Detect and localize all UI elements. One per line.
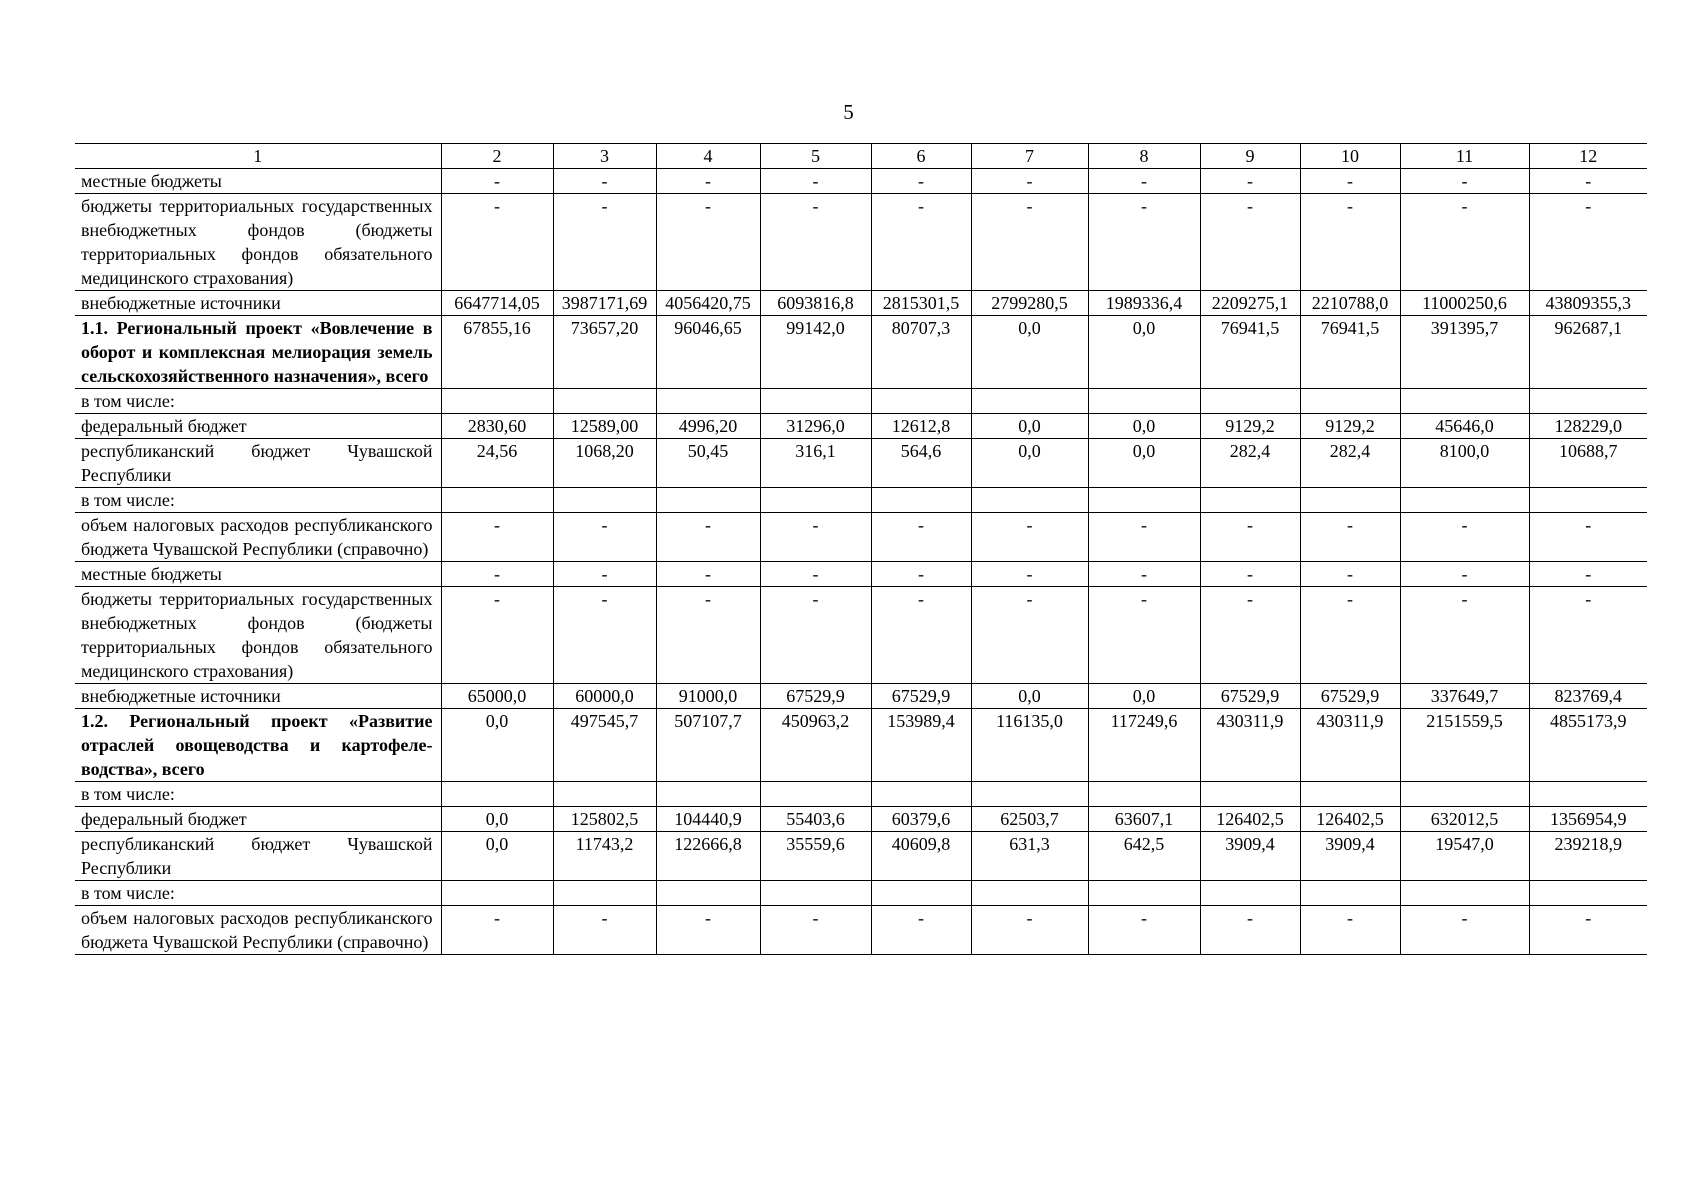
value-cell: 2830,60	[441, 414, 553, 439]
value-cell: -	[1400, 513, 1529, 562]
value-cell: 76941,5	[1200, 316, 1300, 389]
value-cell: 67855,16	[441, 316, 553, 389]
value-cell: -	[871, 194, 971, 291]
value-cell: 2209275,1	[1200, 291, 1300, 316]
value-cell: 631,3	[971, 832, 1088, 881]
column-number-cell: 11	[1400, 144, 1529, 169]
row-label-cell: объем налоговых расходов республиканского бюджета Чувашской Республики (справочно)	[75, 906, 441, 955]
value-cell: -	[656, 906, 760, 955]
value-cell	[871, 881, 971, 906]
value-cell: -	[1400, 906, 1529, 955]
value-cell	[1088, 389, 1200, 414]
value-cell: 24,56	[441, 439, 553, 488]
value-cell: 11743,2	[553, 832, 656, 881]
value-cell: -	[553, 513, 656, 562]
value-cell	[656, 488, 760, 513]
value-cell: 60379,6	[871, 807, 971, 832]
value-cell: 31296,0	[760, 414, 871, 439]
row-label-cell: федеральный бюджет	[75, 807, 441, 832]
value-cell: 391395,7	[1400, 316, 1529, 389]
value-cell: -	[1400, 562, 1529, 587]
table-row	[75, 169, 1647, 194]
column-number-cell: 5	[760, 144, 871, 169]
value-cell: 337649,7	[1400, 684, 1529, 709]
value-cell: 76941,5	[1300, 316, 1400, 389]
value-cell: -	[1400, 169, 1529, 194]
value-cell	[1400, 389, 1529, 414]
value-cell: 450963,2	[760, 709, 871, 782]
value-cell: -	[1200, 169, 1300, 194]
value-cell	[1088, 488, 1200, 513]
value-cell: -	[1200, 562, 1300, 587]
table-row	[75, 782, 1647, 807]
value-cell: 0,0	[1088, 439, 1200, 488]
value-cell	[1088, 881, 1200, 906]
table-row	[75, 562, 1647, 587]
value-cell: -	[553, 906, 656, 955]
value-cell: 63607,1	[1088, 807, 1200, 832]
table-row	[75, 488, 1647, 513]
value-cell: -	[1529, 169, 1647, 194]
value-cell: -	[441, 562, 553, 587]
value-cell: -	[441, 906, 553, 955]
row-label-cell: федеральный бюджет	[75, 414, 441, 439]
value-cell: -	[1529, 906, 1647, 955]
value-cell	[1300, 782, 1400, 807]
row-label-cell: бюджеты территориальных государственных внебюджетных фондов (бюджеты территориальных фондов обязательного медицинского страхования)	[75, 587, 441, 684]
value-cell	[871, 782, 971, 807]
value-cell	[553, 389, 656, 414]
value-cell: -	[1400, 587, 1529, 684]
value-cell: 0,0	[441, 832, 553, 881]
value-cell: 153989,4	[871, 709, 971, 782]
value-cell: -	[760, 587, 871, 684]
table-row	[75, 291, 1647, 316]
column-number-cell: 8	[1088, 144, 1200, 169]
value-cell: 3909,4	[1300, 832, 1400, 881]
value-cell	[760, 881, 871, 906]
value-cell: 67529,9	[871, 684, 971, 709]
value-cell	[553, 782, 656, 807]
row-label-cell: внебюджетные источники	[75, 291, 441, 316]
value-cell: -	[760, 562, 871, 587]
value-cell: 99142,0	[760, 316, 871, 389]
value-cell	[656, 782, 760, 807]
value-cell: 2799280,5	[971, 291, 1088, 316]
value-cell: 126402,5	[1300, 807, 1400, 832]
value-cell: -	[1300, 194, 1400, 291]
value-cell	[1200, 389, 1300, 414]
value-cell	[760, 389, 871, 414]
value-cell: 632012,5	[1400, 807, 1529, 832]
value-cell: 40609,8	[871, 832, 971, 881]
value-cell: -	[553, 194, 656, 291]
row-label-cell: объем налоговых расходов республиканского бюджета Чувашской Республики (справочно)	[75, 513, 441, 562]
row-label-cell: внебюджетные источники	[75, 684, 441, 709]
value-cell: 12589,00	[553, 414, 656, 439]
row-label-cell: в том числе:	[75, 881, 441, 906]
value-cell	[441, 881, 553, 906]
value-cell: -	[1088, 513, 1200, 562]
value-cell: -	[760, 513, 871, 562]
value-cell: 10688,7	[1529, 439, 1647, 488]
value-cell: -	[1200, 194, 1300, 291]
table-row	[75, 881, 1647, 906]
value-cell: -	[1088, 169, 1200, 194]
value-cell	[1200, 782, 1300, 807]
value-cell: 19547,0	[1400, 832, 1529, 881]
value-cell: -	[1088, 906, 1200, 955]
value-cell: -	[971, 587, 1088, 684]
value-cell: 55403,6	[760, 807, 871, 832]
column-number-row	[75, 144, 1647, 169]
value-cell: 8100,0	[1400, 439, 1529, 488]
value-cell: 35559,6	[760, 832, 871, 881]
value-cell: 11000250,6	[1400, 291, 1529, 316]
value-cell: -	[760, 906, 871, 955]
value-cell: 9129,2	[1300, 414, 1400, 439]
value-cell	[871, 488, 971, 513]
value-cell: 564,6	[871, 439, 971, 488]
value-cell: 4855173,9	[1529, 709, 1647, 782]
value-cell: -	[871, 906, 971, 955]
value-cell: 2815301,5	[871, 291, 971, 316]
value-cell: 73657,20	[553, 316, 656, 389]
value-cell: -	[441, 587, 553, 684]
value-cell	[1529, 488, 1647, 513]
value-cell: 6093816,8	[760, 291, 871, 316]
value-cell	[1300, 488, 1400, 513]
row-label-cell: местные бюджеты	[75, 169, 441, 194]
value-cell: 4996,20	[656, 414, 760, 439]
table-row	[75, 194, 1647, 291]
value-cell: 0,0	[1088, 684, 1200, 709]
value-cell: -	[441, 169, 553, 194]
value-cell: 0,0	[441, 807, 553, 832]
value-cell: -	[1300, 587, 1400, 684]
value-cell: 60000,0	[553, 684, 656, 709]
value-cell: -	[1300, 906, 1400, 955]
value-cell: 117249,6	[1088, 709, 1200, 782]
value-cell: 62503,7	[971, 807, 1088, 832]
value-cell	[553, 881, 656, 906]
value-cell: 80707,3	[871, 316, 971, 389]
value-cell: -	[1088, 194, 1200, 291]
value-cell	[441, 782, 553, 807]
value-cell	[1529, 881, 1647, 906]
value-cell: 3987171,69	[553, 291, 656, 316]
value-cell: 3909,4	[1200, 832, 1300, 881]
row-label-cell: в том числе:	[75, 389, 441, 414]
value-cell	[1300, 389, 1400, 414]
value-cell	[441, 488, 553, 513]
value-cell: -	[760, 194, 871, 291]
value-cell: -	[1200, 513, 1300, 562]
value-cell: 65000,0	[441, 684, 553, 709]
value-cell: -	[1529, 513, 1647, 562]
value-cell	[1300, 881, 1400, 906]
row-label-cell: 1.2. Региональный проект «Развитие отраслей овощеводства и картофелеводства», всего	[75, 709, 441, 782]
column-number-cell: 7	[971, 144, 1088, 169]
value-cell: 0,0	[971, 414, 1088, 439]
value-cell: -	[656, 587, 760, 684]
table-row	[75, 439, 1647, 488]
value-cell: 0,0	[971, 316, 1088, 389]
value-cell: 497545,7	[553, 709, 656, 782]
value-cell: -	[971, 169, 1088, 194]
row-label-cell: в том числе:	[75, 782, 441, 807]
value-cell: 239218,9	[1529, 832, 1647, 881]
value-cell: -	[971, 906, 1088, 955]
row-label-cell: в том числе:	[75, 488, 441, 513]
value-cell: 96046,65	[656, 316, 760, 389]
value-cell: -	[1088, 562, 1200, 587]
value-cell: 282,4	[1200, 439, 1300, 488]
value-cell: -	[1529, 587, 1647, 684]
value-cell: 6647714,05	[441, 291, 553, 316]
value-cell	[971, 389, 1088, 414]
column-number-cell: 1	[75, 144, 441, 169]
table-row	[75, 414, 1647, 439]
value-cell: 316,1	[760, 439, 871, 488]
table-row	[75, 389, 1647, 414]
value-cell: 91000,0	[656, 684, 760, 709]
value-cell: 642,5	[1088, 832, 1200, 881]
value-cell: -	[1300, 562, 1400, 587]
value-cell: -	[871, 513, 971, 562]
table-row	[75, 513, 1647, 562]
value-cell	[1529, 782, 1647, 807]
value-cell: 9129,2	[1200, 414, 1300, 439]
value-cell	[1088, 782, 1200, 807]
value-cell: 430311,9	[1300, 709, 1400, 782]
project-row	[75, 316, 1647, 389]
value-cell	[971, 881, 1088, 906]
value-cell: -	[553, 587, 656, 684]
value-cell: -	[871, 562, 971, 587]
value-cell: 122666,8	[656, 832, 760, 881]
value-cell: -	[1088, 587, 1200, 684]
table-row	[75, 906, 1647, 955]
value-cell: -	[971, 562, 1088, 587]
value-cell: 126402,5	[1200, 807, 1300, 832]
value-cell: 430311,9	[1200, 709, 1300, 782]
page-number: 5	[843, 100, 854, 124]
value-cell: 67529,9	[1300, 684, 1400, 709]
value-cell: -	[441, 194, 553, 291]
value-cell: 50,45	[656, 439, 760, 488]
value-cell	[1200, 881, 1300, 906]
row-label-cell: местные бюджеты	[75, 562, 441, 587]
value-cell: 282,4	[1300, 439, 1400, 488]
table-row	[75, 807, 1647, 832]
value-cell: -	[1529, 562, 1647, 587]
value-cell: 1989336,4	[1088, 291, 1200, 316]
value-cell: 45646,0	[1400, 414, 1529, 439]
table-row	[75, 684, 1647, 709]
value-cell: 1356954,9	[1529, 807, 1647, 832]
value-cell	[1400, 488, 1529, 513]
value-cell: 12612,8	[871, 414, 971, 439]
column-number-cell: 2	[441, 144, 553, 169]
value-cell: -	[656, 562, 760, 587]
project-row	[75, 709, 1647, 782]
value-cell: -	[871, 587, 971, 684]
row-label-cell: 1.1. Региональный проект «Вовлечение в оборот и комплексная мелиорация земель сельскохозяйственного назначения», всего	[75, 316, 441, 389]
value-cell	[971, 488, 1088, 513]
value-cell	[656, 881, 760, 906]
value-cell: -	[553, 562, 656, 587]
value-cell: 0,0	[971, 439, 1088, 488]
table-row	[75, 832, 1647, 881]
value-cell: 0,0	[441, 709, 553, 782]
value-cell	[760, 782, 871, 807]
value-cell: 962687,1	[1529, 316, 1647, 389]
value-cell: -	[1400, 194, 1529, 291]
value-cell: -	[1200, 906, 1300, 955]
column-number-cell: 12	[1529, 144, 1647, 169]
value-cell: 67529,9	[760, 684, 871, 709]
value-cell: -	[971, 194, 1088, 291]
value-cell	[656, 389, 760, 414]
value-cell: 128229,0	[1529, 414, 1647, 439]
value-cell: 507107,7	[656, 709, 760, 782]
value-cell: 116135,0	[971, 709, 1088, 782]
value-cell	[441, 389, 553, 414]
value-cell: 0,0	[1088, 316, 1200, 389]
row-label-cell: бюджеты территориальных государственных внебюджетных фондов (бюджеты территориальных фондов обязательного медицинского страхования)	[75, 194, 441, 291]
value-cell: 67529,9	[1200, 684, 1300, 709]
table-row	[75, 587, 1647, 684]
value-cell: -	[553, 169, 656, 194]
value-cell	[1400, 881, 1529, 906]
column-number-cell: 3	[553, 144, 656, 169]
value-cell: -	[1529, 194, 1647, 291]
value-cell: -	[656, 194, 760, 291]
value-cell: 823769,4	[1529, 684, 1647, 709]
value-cell	[1200, 488, 1300, 513]
value-cell: -	[441, 513, 553, 562]
value-cell: -	[971, 513, 1088, 562]
value-cell: 0,0	[971, 684, 1088, 709]
value-cell: -	[656, 513, 760, 562]
row-label-cell: республиканский бюджет Чувашской Республики	[75, 439, 441, 488]
value-cell: -	[760, 169, 871, 194]
value-cell: -	[1300, 169, 1400, 194]
value-cell: -	[1300, 513, 1400, 562]
value-cell: -	[656, 169, 760, 194]
column-number-cell: 6	[871, 144, 971, 169]
value-cell: 0,0	[1088, 414, 1200, 439]
value-cell: 104440,9	[656, 807, 760, 832]
value-cell: -	[1200, 587, 1300, 684]
value-cell	[871, 389, 971, 414]
value-cell: 4056420,75	[656, 291, 760, 316]
value-cell	[971, 782, 1088, 807]
value-cell: -	[871, 169, 971, 194]
row-label-cell: республиканский бюджет Чувашской Республики	[75, 832, 441, 881]
column-number-cell: 4	[656, 144, 760, 169]
column-number-cell: 9	[1200, 144, 1300, 169]
value-cell: 125802,5	[553, 807, 656, 832]
value-cell: 1068,20	[553, 439, 656, 488]
budget-table	[75, 143, 1647, 955]
value-cell	[1529, 389, 1647, 414]
value-cell	[553, 488, 656, 513]
value-cell	[760, 488, 871, 513]
value-cell: 2210788,0	[1300, 291, 1400, 316]
value-cell: 43809355,3	[1529, 291, 1647, 316]
column-number-cell: 10	[1300, 144, 1400, 169]
value-cell	[1400, 782, 1529, 807]
value-cell: 2151559,5	[1400, 709, 1529, 782]
